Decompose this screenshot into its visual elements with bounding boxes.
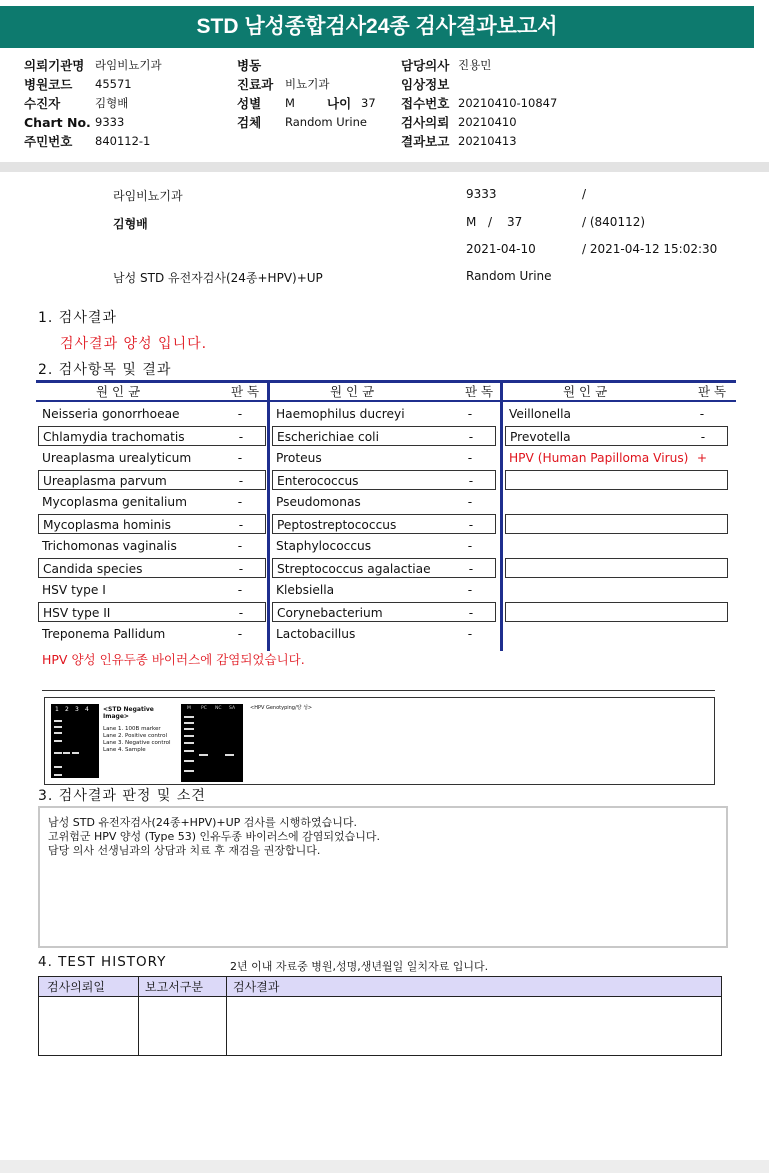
pathogen-result: -: [467, 627, 473, 641]
header-label: 의뢰기관명: [24, 58, 85, 73]
opinion-line: 남성 STD 유전자검사(24종+HPV)+UP 검사를 시행하였습니다.: [48, 816, 358, 829]
pathogen-name: Ureaplasma urealyticum: [42, 451, 192, 465]
pathogen-result: -: [237, 495, 243, 509]
gel-legend-line: Lane 2. Positive control: [103, 733, 168, 739]
result-row: [38, 580, 266, 600]
history-col-line: [226, 977, 227, 1055]
header-label: 병원코드: [24, 77, 73, 92]
result-row: [272, 602, 496, 622]
pathogen-name: HPV (Human Papilloma Virus): [509, 451, 689, 465]
gel-band: [184, 735, 194, 737]
summary-name: 김형배: [113, 217, 148, 231]
pathogen-name: HSV type II: [43, 606, 111, 620]
pathogen-name: Klebsiella: [276, 583, 335, 597]
pathogen-result: -: [467, 451, 473, 465]
result-row: [505, 492, 728, 512]
result-row: [38, 492, 266, 512]
hpv-caption: <HPV Genotyping/양 성>: [250, 705, 313, 711]
history-header: [39, 977, 721, 997]
gel-band: [225, 754, 234, 756]
col-header-pathogen: 원 인 균: [563, 384, 608, 399]
gel-lane-label: PC: [201, 706, 207, 711]
summary-hospital: 라임비뇨기과: [113, 189, 183, 203]
col-header-pathogen: 원 인 균: [330, 384, 375, 399]
header-label: 검사의뢰: [401, 115, 450, 130]
pathogen-result: -: [467, 583, 473, 597]
header-label: 수진자: [24, 96, 61, 111]
pathogen-name: Staphylococcus: [276, 539, 372, 553]
pathogen-result: -: [467, 407, 473, 421]
section1-result: 검사결과 양성 입니다.: [60, 336, 208, 352]
pathogen-result: +: [696, 451, 708, 465]
result-row: [505, 580, 728, 600]
result-row: [272, 624, 496, 644]
result-row: [505, 448, 728, 468]
summary-sex: M: [466, 215, 477, 229]
hpv-note: HPV 양성 인유두종 바이러스에 감염되었습니다.: [42, 652, 305, 667]
header-value: 20210410-10847: [458, 96, 558, 110]
column-divider: [500, 380, 503, 651]
section1-heading: 1. 검사결과: [38, 310, 117, 326]
gel-band: [54, 752, 62, 754]
pathogen-result: -: [468, 562, 474, 576]
header-label: 진료과: [237, 77, 274, 92]
header-label: 결과보고: [401, 134, 450, 149]
history-note: 2년 이내 자료중 병원,성명,생년월일 일치자료 입니다.: [230, 960, 489, 973]
header-label: 주민번호: [24, 134, 73, 149]
gel-image-panel: [44, 697, 715, 785]
result-row: [505, 514, 728, 534]
result-row: [38, 514, 266, 534]
gel-image-negative: [51, 704, 99, 778]
pathogen-result: -: [237, 583, 243, 597]
result-row: [272, 470, 496, 490]
pathogen-name: Proteus: [276, 451, 322, 465]
gel-band: [63, 752, 70, 754]
col-header-judgment: 판 독: [465, 384, 494, 399]
report-title: STD 남성종합검사24종 검사결과보고서: [0, 6, 754, 48]
pathogen-name: Veillonella: [509, 407, 571, 421]
gel-legend-title: <STD Negative Image>: [103, 706, 154, 720]
result-row: [505, 426, 728, 446]
header-label: Chart No.: [24, 115, 91, 130]
pathogen-name: Prevotella: [510, 430, 571, 444]
gel-lane-label: NC: [215, 706, 222, 711]
pathogen-name: HSV type I: [42, 583, 106, 597]
gel-band: [184, 760, 194, 762]
gel-band: [54, 766, 62, 768]
result-row: [38, 404, 266, 424]
history-col-line: [138, 977, 139, 1055]
table-top-rule: [36, 380, 736, 383]
pathogen-result: -: [237, 451, 243, 465]
opinion-box: [38, 806, 728, 948]
result-row: [38, 624, 266, 644]
header-value: 20210410: [458, 115, 517, 129]
col-header-pathogen: 원 인 균: [96, 384, 141, 399]
gel-band: [184, 742, 194, 744]
table-header-rule: [36, 400, 736, 402]
gel-band: [184, 770, 194, 772]
col-header-judgment: 판 독: [698, 384, 727, 399]
gel-band: [184, 750, 194, 752]
header-label: 임상정보: [401, 77, 450, 92]
pathogen-result: -: [699, 407, 705, 421]
pathogen-result: -: [238, 518, 244, 532]
result-row: [38, 558, 266, 578]
column-divider: [267, 380, 270, 651]
gel-legend: [103, 706, 177, 778]
pathogen-name: Escherichiae coli: [277, 430, 379, 444]
gel-band: [184, 728, 194, 730]
result-row: [505, 536, 728, 556]
result-row: [272, 558, 496, 578]
section3-heading: 3. 검사결과 판정 및 소견: [38, 788, 206, 804]
history-table: [38, 976, 722, 1056]
image-top-rule: [42, 690, 715, 691]
header-value: 840112-1: [95, 134, 151, 148]
result-row: [38, 448, 266, 468]
header-label: 성별: [237, 96, 262, 111]
gel-lane-label: M: [187, 706, 191, 711]
header-value: 진용민: [458, 58, 492, 72]
gel-band: [54, 726, 62, 728]
result-row: [272, 426, 496, 446]
gel-lane-label: 3: [75, 706, 79, 713]
pathogen-result: -: [238, 430, 244, 444]
gel-band: [54, 720, 62, 722]
pathogen-result: -: [468, 518, 474, 532]
gel-band: [72, 752, 79, 754]
result-row: [505, 470, 728, 490]
header-value: 45571: [95, 77, 132, 91]
header-value: 20210413: [458, 134, 517, 148]
result-row: [38, 602, 266, 622]
header-label: 담당의사: [401, 58, 450, 73]
pathogen-result: -: [467, 495, 473, 509]
pathogen-name: Corynebacterium: [277, 606, 383, 620]
age-label: 나이: [327, 96, 352, 111]
section4-heading: 4. TEST HISTORY: [38, 954, 167, 970]
pathogen-name: Treponema Pallidum: [42, 627, 166, 641]
pathogen-result: -: [467, 539, 473, 553]
pathogen-name: Neisseria gonorrhoeae: [42, 407, 180, 421]
history-col-result: 검사결과: [233, 980, 280, 994]
history-col-report-type: 보고서구분: [145, 980, 203, 994]
pathogen-name: Pseudomonas: [276, 495, 361, 509]
pathogen-name: Enterococcus: [277, 474, 359, 488]
header-value: 라임비뇨기과: [95, 58, 162, 72]
header-label: 병동: [237, 58, 262, 73]
result-row: [272, 404, 496, 424]
result-row: [38, 536, 266, 556]
summary-receipt-date: 2021-04-10: [466, 242, 536, 256]
header-value: 김형배: [95, 96, 129, 110]
header-label: 접수번호: [401, 96, 450, 111]
result-row: [272, 580, 496, 600]
opinion-line: 담당 의사 선생님과의 상담과 치료 후 재검을 권장합니다.: [48, 844, 321, 857]
pathogen-name: Lactobacillus: [276, 627, 356, 641]
gel-image-hpv: [181, 704, 243, 782]
gel-lane-label: 1: [55, 706, 59, 713]
pathogen-result: -: [237, 407, 243, 421]
summary-slash: /: [582, 187, 587, 201]
summary-test-name: 남성 STD 유전자검사(24종+HPV)+UP: [113, 271, 323, 285]
gel-lane-label: 2: [65, 706, 69, 713]
pathogen-name: Chlamydia trachomatis: [43, 430, 185, 444]
pathogen-result: -: [238, 606, 244, 620]
result-row: [272, 514, 496, 534]
pathogen-name: Mycoplasma genitalium: [42, 495, 188, 509]
gel-legend-line: Lane 4. Sample: [103, 747, 146, 753]
summary-specimen: Random Urine: [466, 269, 552, 283]
gel-band: [199, 754, 208, 756]
gel-lane-label: SA: [229, 706, 236, 711]
section2-heading: 2. 검사항목 및 결과: [38, 362, 172, 378]
result-row: [505, 404, 728, 424]
pathogen-result: -: [468, 430, 474, 444]
gel-band: [54, 740, 62, 742]
page-footer: [0, 1160, 769, 1173]
pathogen-result: -: [700, 430, 706, 444]
summary-sex-slash: /: [488, 215, 493, 229]
pathogen-name: Ureaplasma parvum: [43, 474, 167, 488]
summary-report-datetime: / 2021-04-12 15:02:30: [582, 242, 718, 256]
pathogen-name: Haemophilus ducreyi: [276, 407, 405, 421]
header-value: 9333: [95, 115, 125, 129]
result-row: [505, 558, 728, 578]
header-value: Random Urine: [285, 115, 367, 129]
header-value: 비뇨기과: [285, 77, 330, 91]
pathogen-result: -: [468, 606, 474, 620]
history-col-request-date: 검사의뢰일: [47, 980, 105, 994]
result-row: [272, 536, 496, 556]
summary-age: 37: [507, 215, 523, 229]
summary-dob: / (840112): [582, 215, 646, 229]
col-header-judgment: 판 독: [231, 384, 260, 399]
result-row: [272, 492, 496, 512]
gel-band: [54, 732, 62, 734]
opinion-line: 고위험군 HPV 양성 (Type 53) 인유두종 바이러스에 감염되었습니다.: [48, 830, 381, 843]
result-row: [272, 448, 496, 468]
pathogen-name: Peptostreptococcus: [277, 518, 397, 532]
gel-legend-line: Lane 1. 100B marker: [103, 726, 161, 732]
pathogen-result: -: [468, 474, 474, 488]
gel-band: [184, 722, 194, 724]
pathogen-name: Candida species: [43, 562, 143, 576]
pathogen-result: -: [238, 474, 244, 488]
pathogen-name: Mycoplasma hominis: [43, 518, 171, 532]
pathogen-result: -: [237, 627, 243, 641]
result-row: [38, 470, 266, 490]
pathogen-result: -: [238, 562, 244, 576]
header-value: M: [285, 96, 295, 110]
summary-chart: 9333: [466, 187, 497, 201]
gel-band: [54, 774, 62, 776]
divider: [0, 162, 769, 172]
pathogen-result: -: [237, 539, 243, 553]
pathogen-name: Streptococcus agalactiae: [277, 562, 431, 576]
header-label: 검체: [237, 115, 262, 130]
result-row: [38, 426, 266, 446]
gel-band: [184, 716, 194, 718]
patient-header: [0, 52, 769, 166]
age-value: 37: [361, 96, 376, 110]
pathogen-name: Trichomonas vaginalis: [42, 539, 177, 553]
gel-lane-label: 4: [85, 706, 89, 713]
result-row: [505, 602, 728, 622]
gel-legend-line: Lane 3. Negative control: [103, 740, 171, 746]
